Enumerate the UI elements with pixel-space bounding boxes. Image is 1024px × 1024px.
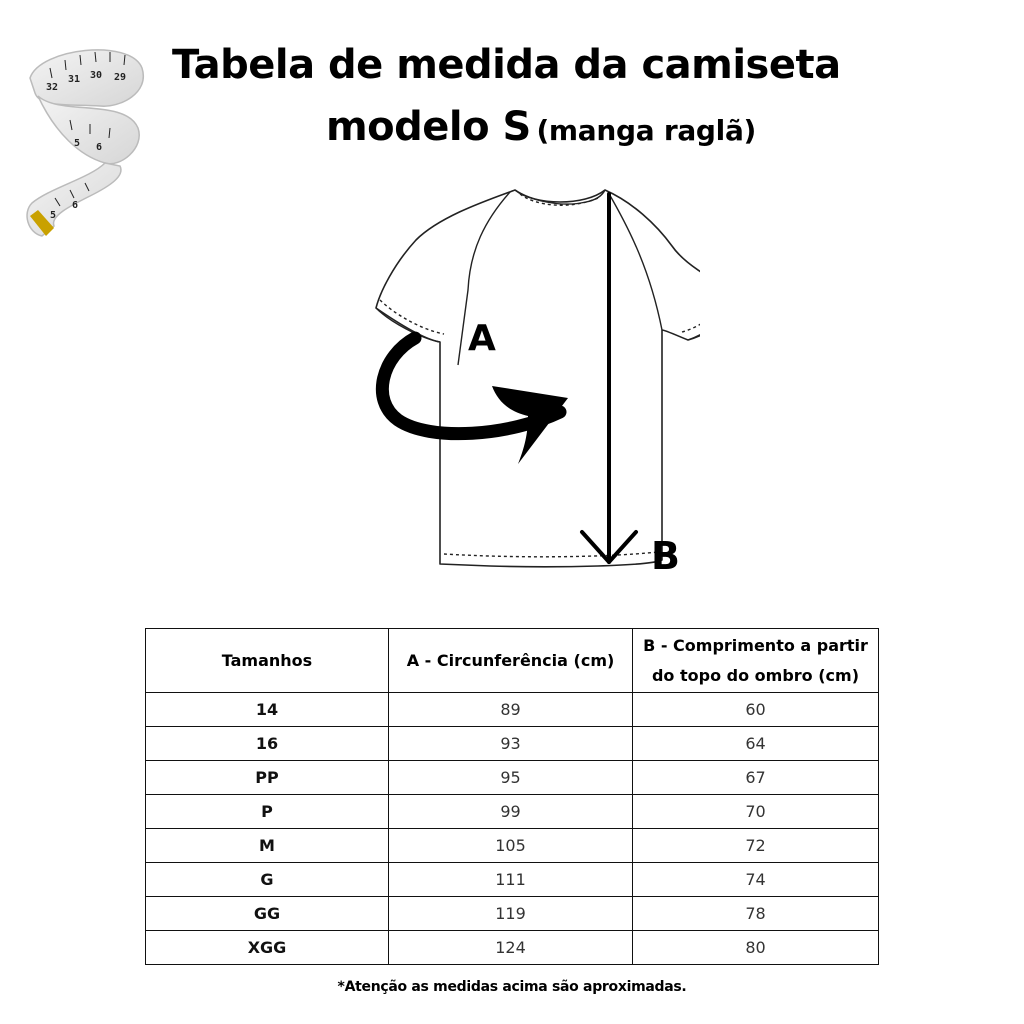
length-cell: 60	[633, 693, 879, 727]
length-cell: 64	[633, 727, 879, 761]
model-name: modelo S	[326, 104, 531, 150]
size-cell: 16	[146, 727, 389, 761]
table-row	[146, 727, 879, 761]
svg-text:5: 5	[74, 138, 81, 149]
page-title: Tabela de medida da camiseta	[172, 42, 841, 88]
length-cell: 80	[633, 931, 879, 965]
length-cell: 74	[633, 863, 879, 897]
table-row	[146, 795, 879, 829]
size-cell: 14	[146, 693, 389, 727]
svg-text:5: 5	[50, 210, 57, 221]
svg-text:32: 32	[46, 82, 59, 93]
table-row	[146, 897, 879, 931]
size-cell: G	[146, 863, 389, 897]
disclaimer-note: *Atenção as medidas acima são aproximadas.	[337, 979, 687, 995]
header-size: Tamanhos	[146, 629, 389, 693]
table-row	[146, 931, 879, 965]
table-row	[146, 863, 879, 897]
circumference-cell: 111	[389, 863, 633, 897]
table-header-row	[146, 629, 879, 693]
length-cell: 78	[633, 897, 879, 931]
size-table	[145, 628, 879, 965]
measuring-tape-icon	[10, 38, 160, 243]
circumference-cell: 89	[389, 693, 633, 727]
circumference-cell: 99	[389, 795, 633, 829]
measure-a-label: A	[468, 318, 496, 359]
measure-b-label: B	[651, 534, 680, 578]
length-cell: 72	[633, 829, 879, 863]
table-row	[146, 829, 879, 863]
table-row	[146, 693, 879, 727]
size-cell: M	[146, 829, 389, 863]
circumference-cell: 105	[389, 829, 633, 863]
circumference-cell: 119	[389, 897, 633, 931]
raglan-tshirt-icon	[360, 180, 700, 580]
length-cell: 67	[633, 761, 879, 795]
header-length: B - Comprimento a partir do topo do ombro (cm)	[633, 629, 879, 693]
length-cell: 70	[633, 795, 879, 829]
size-cell: PP	[146, 761, 389, 795]
circumference-cell: 93	[389, 727, 633, 761]
header-circumference: A - Circunferência (cm)	[389, 629, 633, 693]
svg-text:31: 31	[68, 74, 81, 85]
circumference-cell: 95	[389, 761, 633, 795]
page-subtitle	[326, 104, 756, 150]
svg-text:6: 6	[72, 200, 79, 211]
sleeve-type: (manga raglã)	[536, 114, 757, 147]
table-row	[146, 761, 879, 795]
size-cell: XGG	[146, 931, 389, 965]
size-cell: P	[146, 795, 389, 829]
svg-text:6: 6	[96, 142, 103, 153]
circumference-cell: 124	[389, 931, 633, 965]
svg-text:29: 29	[114, 72, 127, 83]
size-cell: GG	[146, 897, 389, 931]
svg-text:30: 30	[90, 70, 103, 81]
